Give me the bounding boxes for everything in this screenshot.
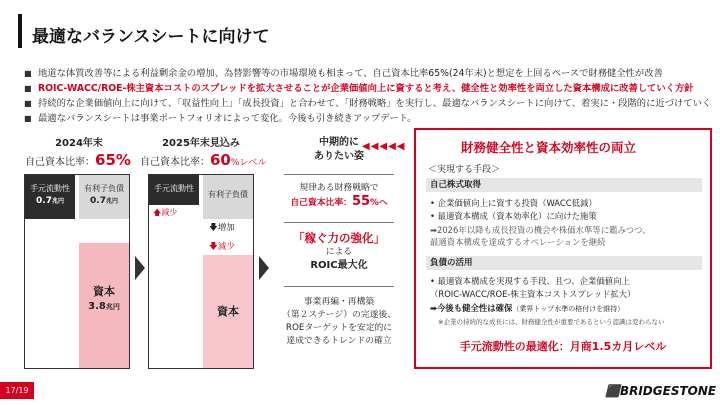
- section-debt: 負債の活用: [426, 256, 702, 270]
- box-title: 財務健全性と資本効率性の両立: [461, 140, 637, 155]
- summary-bullets: [24, 66, 714, 126]
- bs2025-ratio: 自己資本比率：60%レベル: [140, 151, 267, 169]
- bs2025-debt-block: 有利子負債: [203, 175, 253, 219]
- bs2024-year: 2024年末: [55, 138, 103, 149]
- bs2024-ratio: 自己資本比率：65%: [25, 151, 131, 169]
- section-share-buyback: 自己株式取得: [426, 178, 702, 192]
- sec1-note2: 最適資本構成を達成するオペレーションを継続: [430, 237, 606, 247]
- sec2-item2: （ROIC-WACC/ROE-株主資本コストスプレッド拡大）: [430, 289, 636, 299]
- sec2-footnote: ※企業の持続的な成長には、財務健全性が重要であるという認識は変わらない: [438, 318, 665, 326]
- page-number: 17/19: [0, 382, 34, 399]
- mid-power: 「稼ぐ力の強化」 による ROIC最大化: [293, 231, 385, 271]
- bullet-4: ■ 最適なバランスシートは事業ポートフォリオによって変化。今後も引き続きアップデート。: [24, 111, 714, 126]
- arrow-down-icon: 🡇: [209, 223, 218, 233]
- bullet-1: ■ 地道な体質改善等による利益剰余金の増加、為替影響等の市場環境も相まって、自己資本比率65%(24年末)と想定を上回るペースで財務健全性が改善: [24, 66, 714, 81]
- bs2024-cash-block: 手元流動性 0.7兆円: [25, 175, 75, 219]
- sec1-item2: • 最適資本構成（資本効率化）に向けた施策: [430, 211, 597, 221]
- mid-target-head: 中期的に ありたい姿: [314, 137, 364, 162]
- bullet-3: ■ 持続的な企業価値向上に向けて、「収益性向上」「成長投資」と合わせて、「財務戦略」を実行し、最適なバランスシートに向けて、着実に・段階的に近づけていく: [24, 96, 714, 111]
- liquidity-target: 手元流動性の最適化：月商1.5カ月レベル: [459, 340, 667, 353]
- bs2024-capital-label: 資本 3.8兆円: [88, 285, 120, 312]
- bs2025-decrease-right: 🡇減少: [209, 242, 235, 252]
- bs2024-chart: [24, 174, 130, 369]
- bs2025-increase: 🡇増加: [209, 223, 235, 233]
- financial-balance-box: [362, 128, 712, 369]
- logo-mark-icon: ⬛: [605, 384, 620, 398]
- title-accent-bar: [18, 14, 22, 48]
- divider: [284, 286, 394, 287]
- sec2-item1: • 最適資本構成を実現する手段、且つ、企業価値向上: [430, 276, 630, 286]
- bs2025-decrease-left: 🡅減少: [153, 208, 178, 217]
- page-title: 最適なバランスシートに向けて: [32, 27, 270, 47]
- bridgestone-logo: ⬛BRIDGESTONE: [605, 384, 717, 398]
- sec1-item1: • 企業価値向上に資する投資（WACC低減）: [430, 198, 597, 208]
- bullet-2: ■ ROIC-WACC/ROE-株主資本コストのスプレッドを拡大させることが企業価値向上に資すると考え、健全性と効率性を両立した資本構成に改善していく方針: [24, 81, 714, 96]
- chevron-right-icon: [135, 256, 145, 280]
- mid-restructure: 事業再編・再構築 （第２ステージ）の完遂後、 ROEターゲットを安定的に 達成できるトレンドの確立: [281, 297, 396, 346]
- bs2025-capital-label: 資本: [217, 305, 239, 318]
- divider: [284, 222, 394, 223]
- bs2025-chart: [148, 174, 254, 369]
- arrows-left-icon: ◀◀◀◀◀: [362, 141, 406, 152]
- bs2025-year: 2025年末見込み: [162, 138, 240, 149]
- sec2-note: ➡今後も健全性は確保（業界トップ水準の格付けを維持）: [430, 303, 625, 313]
- mid-strategy: 規律ある財務戦略で 自己資本比率：55%へ: [290, 183, 388, 209]
- chevron-right-icon: [259, 256, 269, 280]
- bs2024-debt-block: 有利子負債 0.7兆円: [79, 175, 129, 219]
- arrow-up-icon: 🡅: [153, 208, 162, 217]
- bs2025-cash-block: 手元流動性: [149, 175, 199, 205]
- means-heading: ＜実現する手段＞: [428, 165, 501, 175]
- arrow-down-icon: 🡇: [209, 242, 218, 252]
- divider: [284, 174, 394, 175]
- sec1-note1: ➡2026年以降も成長投資の機会や株価水準等に鑑みつつ、: [430, 225, 651, 235]
